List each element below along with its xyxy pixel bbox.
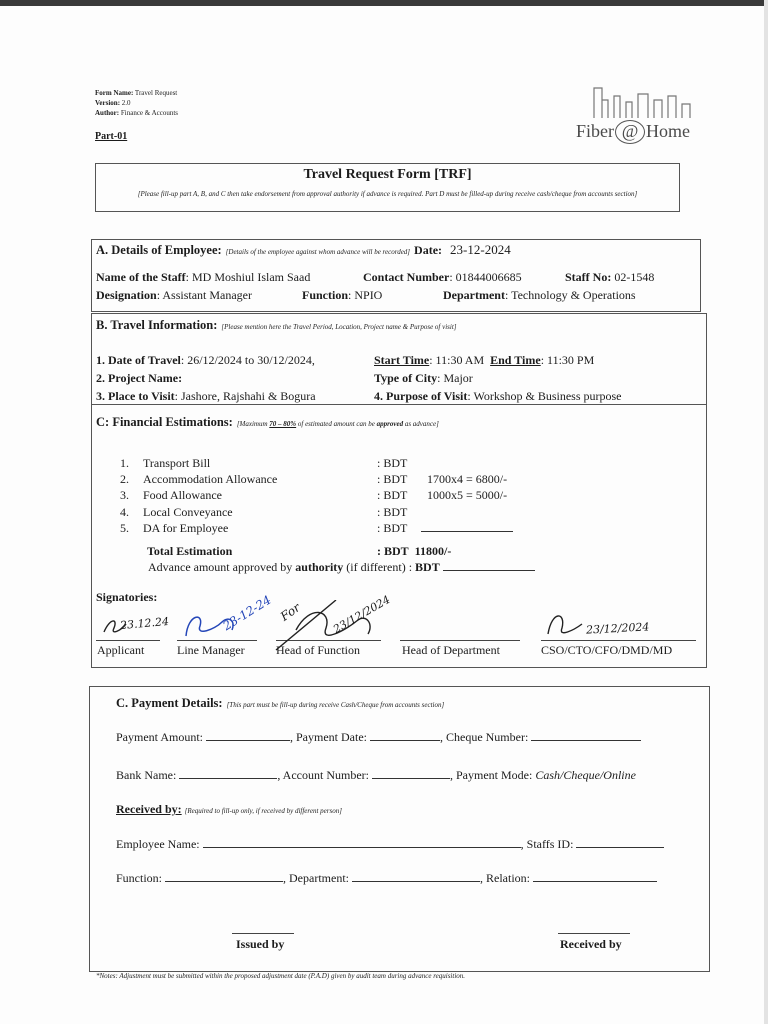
estimation-item-number: 1.: [120, 456, 129, 470]
function-date: 23/12/2024: [330, 593, 393, 636]
estimation-item-number: 5.: [120, 521, 129, 535]
place-to-visit: : Jashore, Rajshahi & Bogura: [174, 389, 316, 403]
version: 2.0: [121, 99, 131, 107]
section-payment-details: [89, 686, 710, 972]
advance-row: Advance amount approved by authority (if different) : BDT: [148, 560, 535, 575]
purpose-row: 4. Purpose of Visit: Workshop & Business purpose: [374, 389, 622, 403]
line-manager-date: 23-12-24: [220, 592, 274, 634]
payment-row-3: Employee Name: , Staffs ID:: [116, 837, 664, 852]
payment-amount-field[interactable]: [206, 730, 290, 741]
payment-row-2: Bank Name: , Account Number: , Payment Mode: Cash/Cheque/Online: [116, 768, 636, 782]
received-by-row: Received by: [Required to fill-up only, if received by different person]: [116, 802, 342, 816]
estimation-item-amount: 1700x4 = 6800/-: [427, 472, 508, 486]
section-b-heading: B. Travel Information: [Please mention here the Travel Period, Location, Project name & Purpose of visit]: [96, 318, 457, 332]
staff-no: 02-1548: [614, 270, 655, 284]
estimation-item-number: 2.: [120, 472, 129, 486]
section-c-heading: C: Financial Estimations: [Maximum 70 – 80% of estimated amount can be approved as advance]: [96, 415, 439, 429]
function-row: Function: NPIO: [302, 288, 383, 302]
part-label: Part-01: [95, 131, 128, 142]
cheque-number-field[interactable]: [531, 730, 641, 741]
city-type: : Major: [437, 371, 473, 385]
contact-row: Contact Number: 01844006685: [363, 270, 522, 284]
employee-name-field[interactable]: [203, 837, 521, 848]
cso-signature: [548, 616, 582, 634]
section-a-heading: A. Details of Employee: [Details of the employee against whom advance will be recorded] Date: 23-12-2024: [96, 242, 511, 257]
payment-mode: Cash/Cheque/Online: [535, 768, 636, 782]
cso-date: 23/12/2024: [585, 620, 650, 637]
received-by-line: [558, 933, 630, 934]
estimation-item-label: Transport Bill: [143, 456, 211, 470]
staff-name: : MD Moshiul Islam Saad: [185, 270, 311, 284]
end-time: : 11:30 PM: [540, 353, 595, 367]
logo-wordmark: Fiber @ Home: [576, 120, 690, 144]
form-title-box: [95, 163, 680, 212]
bank-name-field[interactable]: [179, 768, 277, 779]
estimation-item-currency: : BDT: [377, 472, 408, 486]
relation-field[interactable]: [533, 871, 657, 882]
place-row: 3. Place to Visit: Jashore, Rajshahi & Bogura: [96, 389, 316, 403]
form-title: Travel Request Form [TRF]: [303, 167, 472, 182]
estimation-item-amount: 1000x5 = 5000/-: [427, 488, 508, 502]
footnote: *Notes: Adjustment must be submitted within the proposed adjustment date (P.A.D) given by audit team during advance requisition.: [96, 972, 466, 980]
form-name: Travel Request: [134, 89, 178, 97]
estimation-item-currency: : BDT: [377, 456, 408, 470]
payment-row-1: Payment Amount: , Payment Date: , Cheque Number:: [116, 730, 641, 745]
author-label: Author:: [95, 109, 120, 117]
contact-number: : 01844006685: [449, 270, 522, 284]
payment-date-field[interactable]: [370, 730, 440, 741]
designation-row: Designation: Assistant Manager: [96, 288, 253, 302]
total-estimation: 11800/-: [414, 544, 452, 558]
estimation-item-amount: [427, 521, 513, 536]
da-amount-field[interactable]: [421, 521, 513, 532]
applicant-date: 23.12.24: [119, 614, 170, 633]
estimation-item-currency: : BDT: [377, 488, 408, 502]
received-by-label: Received by: [560, 937, 622, 951]
estimation-item-label: Accommodation Allowance: [143, 472, 278, 486]
designation: : Assistant Manager: [156, 288, 253, 302]
department-row: Department: Technology & Operations: [443, 288, 636, 302]
estimation-item-number: 4.: [120, 505, 129, 519]
issued-by-line: [232, 933, 294, 934]
estimation-item-currency: : BDT: [377, 505, 408, 519]
estimation-item-label: Local Conveyance: [143, 505, 233, 519]
travel-time-row: Start Time: 11:30 AM End Time: 11:30 PM: [374, 353, 595, 367]
form-meta: [95, 88, 178, 118]
issued-by-label: Issued by: [236, 937, 285, 951]
signatory-role: Applicant: [97, 643, 145, 657]
staff-no-row: Staff No: 02-1548: [565, 270, 655, 284]
total-label: Total Estimation: [147, 544, 233, 558]
version-label: Version:: [95, 99, 121, 107]
signatory-role: Head of Function: [276, 643, 360, 657]
account-number-field[interactable]: [372, 768, 450, 779]
department-field[interactable]: [352, 871, 480, 882]
author: Finance & Accounts: [120, 109, 179, 117]
estimation-item-label: Food Allowance: [143, 488, 222, 502]
payment-row-4: Function: , Department: , Relation:: [116, 871, 657, 886]
start-time: : 11:30 AM: [429, 353, 485, 367]
total-row: : BDT 11800/-: [377, 544, 452, 558]
project-row: 2. Project Name:: [96, 371, 183, 385]
signatory-role: CSO/CTO/CFO/DMD/MD: [541, 643, 673, 657]
travel-date-row: 1. Date of Travel: 26/12/2024 to 30/12/2024,: [96, 353, 315, 367]
estimation-item-currency: : BDT: [377, 521, 408, 535]
section-d-heading: C. Payment Details: [This part must be fill-up during receive Cash/Cheque from accounts section]: [116, 696, 445, 710]
city-row: Type of City: Major: [374, 371, 473, 385]
function-for-note: For: [277, 600, 303, 624]
scan-edge-right: [764, 0, 768, 1024]
staff-row: Name of the Staff: MD Moshiul Islam Saad: [96, 270, 311, 284]
form-instructions: [Please fill-up part A, B, and C then take endorsement from approval authority if advance is required. Part D must be filled-up during receive cash/cheque from accounts section]: [137, 190, 638, 198]
estimation-item-number: 3.: [120, 488, 129, 502]
signatories-label: Signatories:: [96, 590, 158, 604]
department-value: : Technology & Operations: [504, 288, 636, 302]
employee-date: 23-12-2024: [450, 242, 511, 257]
building-skyline-icon: [592, 86, 702, 120]
form-name-label: Form Name:: [95, 89, 134, 97]
staff-id-field[interactable]: [576, 837, 664, 848]
travel-dates: : 26/12/2024 to 30/12/2024,: [180, 353, 315, 367]
purpose-of-visit: : Workshop & Business purpose: [467, 389, 622, 403]
function-value: : NPIO: [348, 288, 383, 302]
company-logo: [572, 86, 712, 146]
signatory-role: Head of Department: [402, 643, 500, 657]
function-field[interactable]: [165, 871, 283, 882]
estimation-item-label: DA for Employee: [143, 521, 229, 535]
scan-edge-top: [0, 0, 768, 6]
signatory-role: Line Manager: [177, 643, 245, 657]
advance-amount-field[interactable]: [443, 560, 535, 571]
